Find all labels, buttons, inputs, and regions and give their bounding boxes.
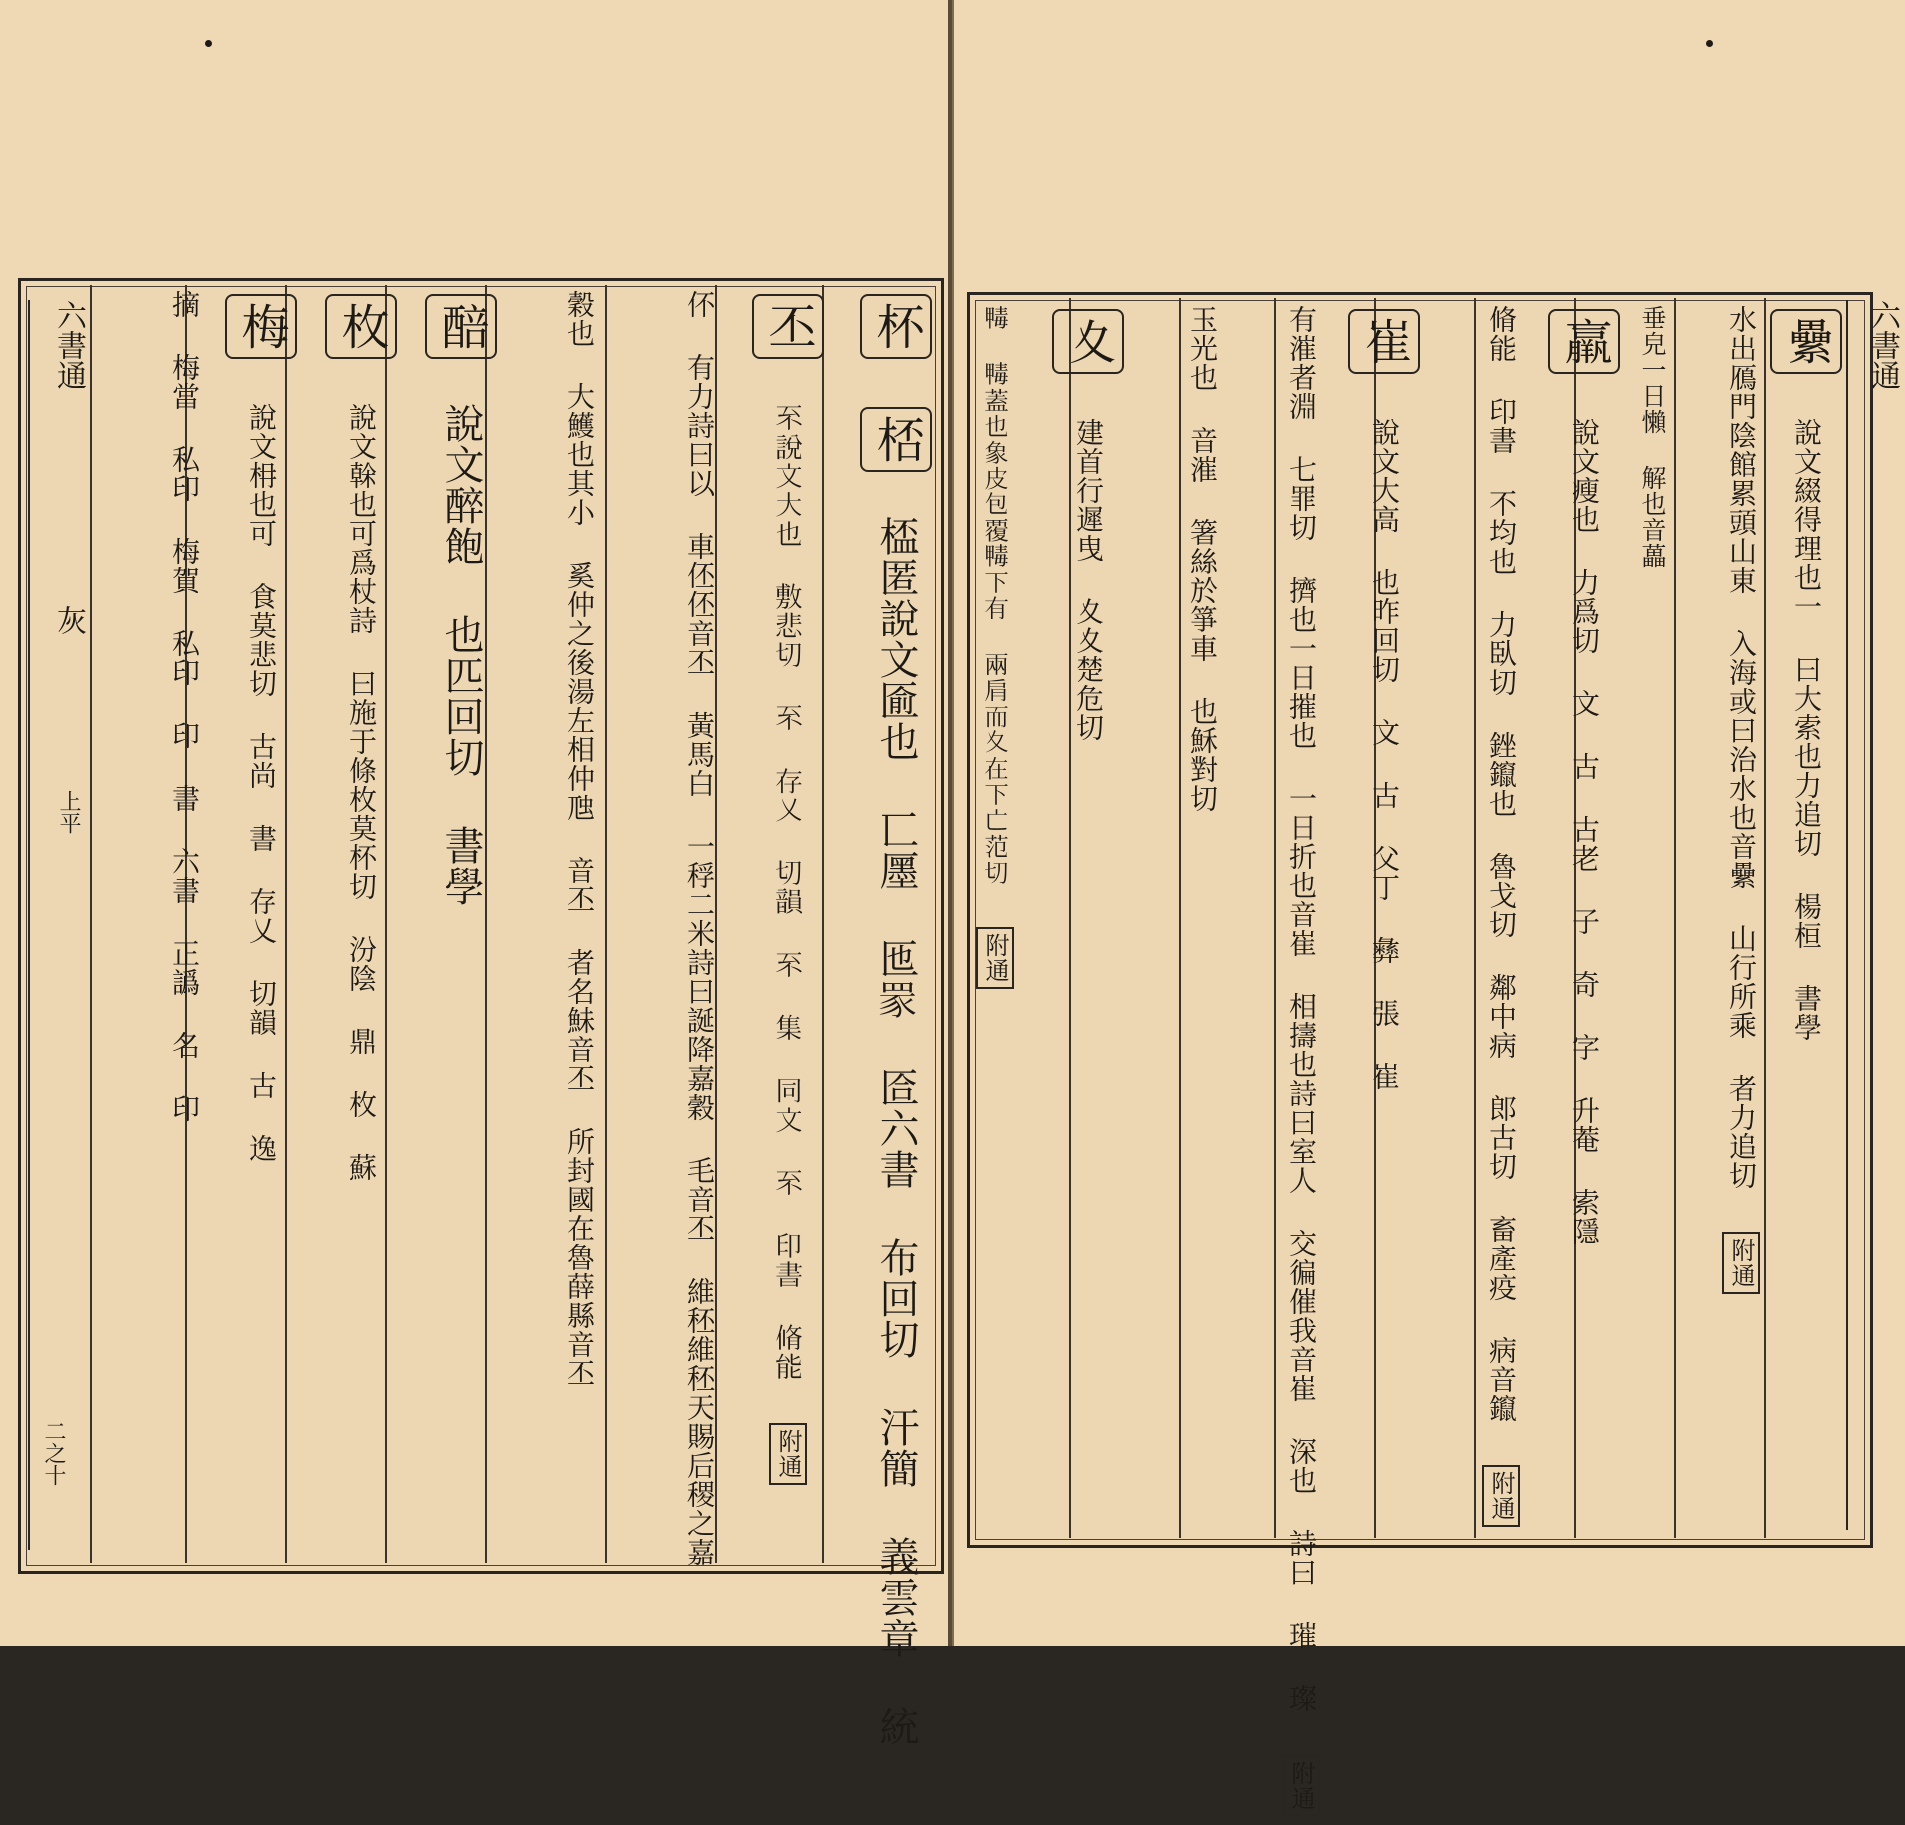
entry-text: 說文榦也可爲杖詩 曰施于條枚莫杯切 汾陰 鼎 枚 蘇 — [345, 403, 378, 1182]
entry-head: 醅 — [425, 294, 497, 359]
page-dot — [205, 40, 212, 47]
entry-text: 玉光也 音漼 箸絲於箏車 也穌對切 — [1186, 305, 1219, 813]
entry-text: 垂皃一日懶 解也音藟 — [1638, 305, 1667, 569]
entry-column — [1420, 305, 1520, 1535]
entry-head: 夊 — [1052, 309, 1124, 374]
entry-column — [297, 290, 397, 1560]
variant-tag: 附通 — [1482, 1465, 1520, 1527]
entry-column — [497, 290, 597, 1560]
entry-column — [974, 305, 1014, 1535]
entry-column — [397, 290, 497, 1560]
entry-text: 水出鴈門陰館累頭山東 入海或曰治水也音纍 山行所乘 者力追切 — [1725, 305, 1758, 1190]
right-columns — [974, 305, 1842, 1811]
entry-text: 說文綴得理也一 曰大索也力追切 楊桓 書學 — [1790, 418, 1823, 1042]
entry-head: 杯 — [860, 294, 932, 359]
entry-column — [717, 290, 824, 1560]
entry-column — [202, 290, 297, 1560]
entry-column — [1670, 305, 1760, 1535]
entry-column — [92, 290, 202, 1560]
entry-text: 穀也 大鱯也其小 奚仲之後湯左相仲虺 音丕 者名鮇音丕 所封國在魯薛縣音丕 — [563, 290, 596, 1388]
entry-text: 說文枏也可 食莫悲切 古尚 書 存乂 切韻 古 逸 — [245, 403, 278, 1163]
variant-tag: 附通 — [1282, 1755, 1320, 1817]
entry-column — [1014, 305, 1124, 1535]
entry-text: 㮎匿說文匬也 匸㕓 匜𦊽 匼六書 布回切 汗簡 義雲章 統 — [873, 516, 919, 1747]
entry-column — [597, 290, 717, 1567]
entry-text: 𣫹 𣫹蓋也象皮包覆𣫹下有 兩肩而夊在下亡范切 — [981, 305, 1010, 885]
entry-head: 羸 — [1548, 309, 1620, 374]
entry-column — [1220, 305, 1320, 1811]
entry-text: 說文醉飽 也匹回切 書學 — [438, 403, 484, 907]
entry-column — [1520, 305, 1620, 1535]
entry-column — [1320, 305, 1420, 1535]
entry-text: 建首行遲曳 夊夊楚危切 — [1072, 418, 1105, 742]
entry-text: 摘 梅當 私印 梅賀 私印 印 書 六書 正譌 名 印 — [168, 290, 201, 1123]
entry-head: 桮 — [860, 407, 932, 472]
entry-text: 說文瘦也 力爲切 文 古 古老 子 奇 字 升菴 索隱 — [1568, 418, 1601, 1246]
left-folio: 二之十 — [41, 1420, 66, 1486]
entry-column — [1760, 305, 1842, 1535]
left-margin-title: 六書通 — [51, 300, 86, 390]
left-margin-rhyme: 灰 — [51, 605, 86, 635]
entry-head: 丕 — [752, 294, 824, 359]
entry-head: 纍 — [1770, 309, 1842, 374]
entry-head: 梅 — [225, 294, 297, 359]
left-margin-tone: 上平 — [56, 790, 81, 834]
entry-column — [824, 290, 932, 1747]
left-columns — [92, 290, 932, 1747]
left-page — [0, 0, 950, 1747]
right-page — [952, 0, 1905, 1811]
page-dot — [1706, 40, 1713, 47]
entry-text: 伓 有力詩曰以 車伾伾音丕 黃馬白 一稃二米詩曰誕降嘉穀 毛音丕 維秠維秠天賜后稷之嘉 — [683, 290, 716, 1567]
entry-text: 脩能 印書 不均也 力臥切 銼鑹也 魯戈切 鄰中病 郎古切 畜產疫 病音鑹 — [1485, 305, 1518, 1423]
entry-column — [1620, 305, 1670, 1535]
entry-column — [1124, 305, 1220, 1535]
right-margin-strip — [1846, 300, 1904, 1530]
variant-tag: 附通 — [769, 1423, 807, 1485]
entry-text: 說文大高 也昨回切 文 古 父丁 彝 張 崔 — [1368, 418, 1401, 1091]
variant-tag: 附通 — [1722, 1232, 1760, 1294]
entry-text: 𠀚說文大也 敷悲切 𠀚 存乂 切韻 𠀚 集 同文 𠀚 印書 脩能 — [772, 403, 805, 1381]
left-margin-strip — [28, 300, 90, 1550]
right-margin-title: 六書通 — [1865, 300, 1900, 390]
entry-head: 崔 — [1348, 309, 1420, 374]
entry-text: 有漼者淵 七罪切 擠也一日摧也 一日折也音崔 相擣也詩曰室人 交徧催我音崔 深也 詩曰 璀 璨 — [1285, 305, 1318, 1713]
variant-tag: 附通 — [976, 927, 1014, 989]
entry-head: 枚 — [325, 294, 397, 359]
